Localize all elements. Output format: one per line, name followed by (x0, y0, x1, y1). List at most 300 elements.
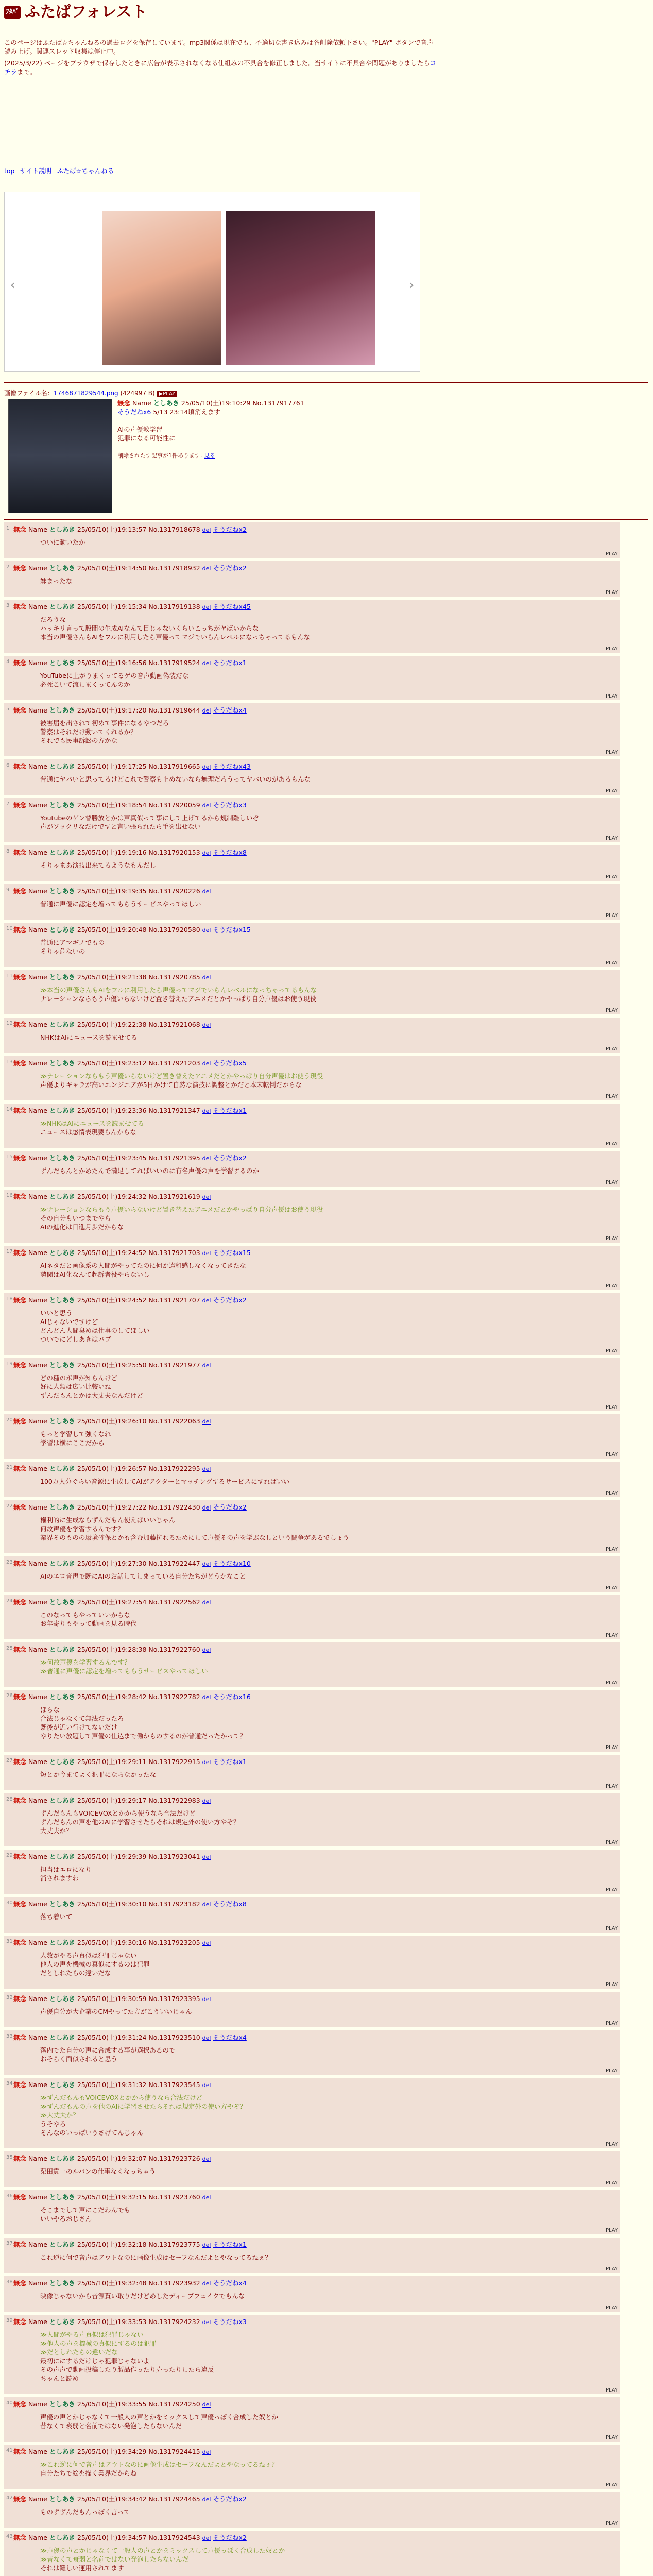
reply-post (4, 1793, 620, 1846)
del-button[interactable]: del (202, 2156, 211, 2162)
play-button[interactable]: PLAY (605, 1008, 618, 1013)
del-button[interactable]: del (202, 2319, 211, 2326)
ad-image[interactable] (102, 211, 221, 365)
del-button[interactable]: del (202, 1194, 211, 1200)
reply-post (4, 970, 620, 1014)
reply-post (4, 656, 620, 700)
reply-no[interactable]: No.1317921203 (148, 1059, 200, 1067)
del-button[interactable]: del (202, 565, 211, 572)
reply-body (40, 2253, 271, 2262)
reply-index: 26 (6, 1693, 13, 1699)
nav-links (4, 166, 117, 175)
reply-line: 普通にアマギノでもの (40, 939, 105, 946)
play-button[interactable]: PLAY (605, 2180, 618, 2186)
reply-no[interactable]: No.1317918678 (148, 526, 200, 533)
reply-line: 昔なくて衰弱と名前ではない発泡したらないんだ (40, 2422, 182, 2430)
play-button[interactable]: PLAY (605, 2435, 618, 2441)
reply-index: 29 (6, 1853, 13, 1858)
del-button[interactable]: del (202, 1798, 211, 1804)
sodane-button[interactable]: そうだねx43 (213, 762, 251, 770)
sodane-button[interactable]: そうだねx2 (213, 1503, 247, 1511)
reply-quote-line: ≫ナレーションならもう声優いらないけど置き替えたアニメだとかやっぱり自分声優はお使う現役 (40, 1072, 323, 1080)
op-datetime: 25/05/10(土)19:10:29 No.1317917761 (181, 399, 304, 407)
reply-name: としあき (49, 2081, 75, 2089)
reply-time: 25/05/10(土)19:29:11 (77, 1758, 147, 1766)
sodane-button[interactable]: そうだねx4 (213, 706, 247, 714)
play-button[interactable]: PLAY (605, 836, 618, 841)
reply-header: 無念 Name としあき 25/05/10(土)19:22:38 No.1317921068 del (13, 1021, 211, 1028)
play-button[interactable]: PLAY (605, 1236, 618, 1242)
reply-line: AIネタだと画像系の人間がやってたのに何か違和感しなくなってきたな (40, 1262, 246, 1269)
nav-about-link[interactable]: サイト説明 (20, 167, 52, 175)
reply-body (40, 938, 105, 956)
sodane-button[interactable]: そうだねx2 (213, 1296, 247, 1304)
sodane-button[interactable]: そうだねx2 (213, 564, 247, 572)
reply-post (4, 923, 620, 967)
play-button[interactable]: PLAY (605, 1633, 618, 1638)
play-button[interactable]: PLAY (605, 1547, 618, 1552)
del-button[interactable]: del (202, 1022, 211, 1028)
reply-time: 25/05/10(土)19:17:25 (77, 762, 147, 770)
reply-body (40, 1809, 239, 1835)
reply-body (40, 2546, 285, 2572)
ad-next-arrow-icon[interactable]: › (408, 276, 415, 293)
reply-subject: 無念 (13, 926, 27, 934)
op-thumbnail[interactable] (8, 399, 112, 513)
reply-no[interactable]: No.1317922983 (148, 1797, 200, 1804)
reply-line: おそらく面似されると思う (40, 2055, 118, 2063)
sodane-button[interactable]: そうだねx1 (213, 2241, 247, 2248)
del-button[interactable]: del (202, 1694, 211, 1701)
play-button[interactable]: PLAY (605, 1982, 618, 1988)
reply-header: 無念 Name としあき 25/05/10(土)19:26:10 No.1317922063 del (13, 1417, 211, 1425)
reply-line: ずんだもんとかは大丈夫なんだけど (40, 1392, 144, 1399)
del-button[interactable]: del (202, 850, 211, 856)
site-title[interactable]: ふたばフォレスト (25, 3, 147, 21)
reply-name: としあき (49, 1296, 75, 1304)
reply-line: それでも民事訴訟の方かな (40, 737, 118, 744)
reply-post (4, 1642, 620, 1687)
reply-time: 25/05/10(土)19:27:22 (77, 1503, 147, 1511)
reply-line: もっと学習して強くなれ (40, 1430, 111, 1438)
reply-post (4, 1246, 620, 1290)
nav-futaba-link[interactable]: ふたば☆ちゃんねる (57, 167, 114, 175)
op-file-link[interactable]: 1746871829544.png (53, 389, 118, 397)
play-button[interactable]: PLAY (605, 1094, 618, 1099)
play-button[interactable]: PLAY (605, 2142, 618, 2147)
reply-header: 無念 Name としあき 25/05/10(土)19:24:32 No.1317921619 del (13, 1193, 211, 1200)
reply-no[interactable]: No.1317924543 (148, 2534, 200, 2541)
reply-name: としあき (49, 1193, 75, 1200)
reply-no[interactable]: No.1317920580 (148, 926, 200, 934)
reply-time: 25/05/10(土)19:21:38 (77, 973, 147, 981)
del-button[interactable]: del (202, 2082, 211, 2089)
play-button[interactable]: PLAY (605, 2521, 618, 2527)
sodane-button[interactable]: そうだねx2 (213, 526, 247, 533)
reply-name: としあき (49, 2495, 75, 2503)
del-button[interactable]: del (202, 2449, 211, 2455)
reply-no[interactable]: No.1317923932 (148, 2279, 200, 2287)
del-button[interactable]: del (202, 1504, 211, 1511)
del-button[interactable]: del (202, 2535, 211, 2541)
reply-name: としあき (49, 926, 75, 934)
reply-line: ついに動いたか (40, 538, 85, 546)
reply-no[interactable]: No.1317923760 (148, 2193, 200, 2201)
del-button[interactable]: del (202, 888, 211, 895)
del-button[interactable]: del (202, 1647, 211, 1653)
play-button[interactable]: PLAY (605, 2482, 618, 2488)
contact-link[interactable]: コチラ (4, 59, 437, 76)
del-button[interactable]: del (202, 764, 211, 770)
reply-post (4, 1190, 620, 1243)
sodane-button[interactable]: そうだねx8 (213, 849, 247, 856)
reply-line: ずんだもんもVOICEVOXとかから使うなら合法だけど (40, 1809, 196, 1817)
reply-no[interactable]: No.1317923510 (148, 2033, 200, 2041)
reply-line: ナレーションならもう声優いらないけど置き替えたアニメだとかやっぱり自分声優はお使う現役 (40, 995, 317, 1003)
play-button[interactable]: PLAY (605, 1180, 618, 1185)
reply-no[interactable]: No.1317920785 (148, 973, 200, 981)
reply-line: どんどん人間臭めは仕事のしてほしい (40, 1327, 150, 1334)
reply-post (4, 2492, 620, 2528)
reply-name: としあき (49, 2193, 75, 2201)
reply-header: 無念 Name としあき 25/05/10(土)19:18:54 No.1317920059 del そうだねx3 (13, 801, 247, 809)
del-button[interactable]: del (202, 1108, 211, 1114)
del-button[interactable]: del (202, 1418, 211, 1425)
reply-body (40, 2206, 130, 2223)
reply-body (40, 2507, 130, 2516)
sodane-button[interactable]: そうだねx2 (213, 2534, 247, 2541)
reply-no[interactable]: No.1317921619 (148, 1193, 200, 1200)
play-button[interactable]: PLAY (605, 750, 618, 755)
ad-image[interactable] (226, 211, 375, 365)
reply-line: Youtubeのゲン替勝放とかは声真似って事にして上げてるから規制難しいぞ (40, 814, 259, 822)
sodane-button[interactable]: そうだねx1 (213, 1107, 247, 1114)
reply-header: 無念 Name としあき 25/05/10(土)19:27:30 No.1317922447 del そうだねx10 (13, 1560, 251, 1567)
reply-time: 25/05/10(土)19:23:12 (77, 1059, 147, 1067)
reply-quote-line: ≫何故声優を学習するんです？ (40, 1658, 131, 1666)
play-button[interactable]: PLAY (605, 551, 618, 557)
reply-index: 24 (6, 1598, 13, 1604)
del-button[interactable]: del (202, 802, 211, 809)
reply-name: としあき (49, 1361, 75, 1369)
reply-no[interactable]: No.1317919524 (148, 659, 200, 667)
reply-name: としあき (49, 659, 75, 667)
play-button[interactable]: PLAY (605, 1926, 618, 1931)
sodane-button[interactable]: そうだねx15 (213, 926, 251, 934)
reply-time: 25/05/10(土)19:26:57 (77, 1465, 147, 1472)
play-button[interactable]: PLAY (605, 2021, 618, 2026)
reply-header: 無念 Name としあき 25/05/10(土)19:31:24 No.1317923510 del そうだねx4 (13, 2033, 247, 2041)
reply-post (4, 1293, 620, 1355)
play-button[interactable]: PLAY (605, 2068, 618, 2074)
reply-header: 無念 Name としあき 25/05/10(土)19:23:36 No.1317921347 del そうだねx1 (13, 1107, 247, 1114)
reply-no[interactable]: No.1317920226 (148, 887, 200, 895)
sodane-button[interactable]: そうだねx4 (213, 2033, 247, 2041)
reply-post (4, 1936, 620, 1989)
reply-index: 32 (6, 1995, 13, 2001)
reply-no[interactable]: No.1317921707 (148, 1296, 200, 1304)
reply-index: 27 (6, 1758, 13, 1764)
del-button[interactable]: del (202, 1466, 211, 1472)
play-button[interactable]: PLAY (605, 590, 618, 596)
reply-no[interactable]: No.1317919138 (148, 603, 200, 611)
sodane-button[interactable]: そうだねx10 (213, 1560, 251, 1567)
del-button[interactable]: del (202, 1854, 211, 1860)
play-button[interactable]: PLAY (605, 2305, 618, 2311)
reply-no[interactable]: No.1317922063 (148, 1417, 200, 1425)
reply-no[interactable]: No.1317921395 (148, 1154, 200, 1162)
del-button[interactable]: del (202, 604, 211, 611)
reply-no[interactable]: No.1317922760 (148, 1646, 200, 1653)
reply-name: としあき (49, 1417, 75, 1425)
reply-no[interactable]: No.1317922295 (148, 1465, 200, 1472)
sodane-button[interactable]: そうだねx5 (213, 1059, 247, 1067)
reply-no[interactable]: No.1317919644 (148, 706, 200, 714)
reply-header: 無念 Name としあき 25/05/10(土)19:29:39 No.1317923041 del (13, 1853, 211, 1860)
reply-no[interactable]: No.1317923775 (148, 2241, 200, 2248)
op-sodane-button[interactable]: そうだねx6 (117, 408, 151, 416)
reply-post (4, 845, 620, 881)
play-button[interactable]: PLAY (605, 874, 618, 880)
reply-line: 好に人類は広い比較いね (40, 1383, 111, 1391)
reply-post (4, 1992, 620, 2027)
reply-time: 25/05/10(土)19:34:57 (77, 2534, 147, 2541)
del-button[interactable]: del (202, 1297, 211, 1304)
reply-subject: 無念 (13, 762, 27, 770)
del-button[interactable]: del (202, 707, 211, 714)
reply-no[interactable]: No.1317924415 (148, 2448, 200, 2455)
play-button[interactable]: PLAY (605, 1452, 618, 1458)
reply-line: その自分もいつまでやら (40, 1214, 111, 1222)
reply-name: としあき (49, 762, 75, 770)
play-button[interactable]: PLAY (605, 1745, 618, 1751)
reply-line: それは難しい運用されてます (40, 2564, 124, 2572)
reply-no[interactable]: No.1317921068 (148, 1021, 200, 1028)
site-logo[interactable]: ﾌﾀﾊﾞ (4, 6, 21, 19)
op-expiry: 5/13 23:14頃消えます (153, 408, 220, 416)
del-button[interactable]: del (202, 1901, 211, 1908)
reply-index: 23 (6, 1560, 13, 1565)
reply-line: 声がソックリなだけですと言い張られたら手を出せない (40, 823, 201, 831)
reply-line: 権利的に生成ならずんだもん使えばいいじゃん (40, 1516, 176, 1524)
reply-quote-line: ≫これ逆に何で音声はアウトなのに画像生成はセーフなんだよとやなってるねぇ？ (40, 2461, 278, 2468)
reply-no[interactable]: No.1317923726 (148, 2155, 200, 2162)
del-button[interactable]: del (202, 974, 211, 981)
del-button[interactable]: del (202, 1599, 211, 1606)
reply-line: ちゃんと読め (40, 2375, 79, 2382)
play-button[interactable]: PLAY (605, 2387, 618, 2393)
sodane-button[interactable]: そうだねx8 (213, 1900, 247, 1908)
reply-index: 5 (6, 706, 10, 712)
reply-header: 無念 Name としあき 25/05/10(土)19:33:53 No.1317924232 del そうだねx3 (13, 2318, 247, 2326)
reply-post (4, 1358, 620, 1411)
sodane-button[interactable]: そうだねx15 (213, 1249, 251, 1257)
play-button[interactable]: PLAY (605, 1046, 618, 1052)
reply-header: 無念 Name としあき 25/05/10(土)19:27:54 No.1317922562 del (13, 1598, 211, 1606)
reply-no[interactable]: No.1317922562 (148, 1598, 200, 1606)
del-button[interactable]: del (202, 1561, 211, 1567)
del-button[interactable]: del (202, 2242, 211, 2248)
reply-time: 25/05/10(土)19:28:42 (77, 1693, 147, 1701)
reply-body (40, 814, 259, 831)
op-play-badge[interactable]: ▶PLAY (157, 391, 178, 397)
reply-post (4, 2238, 620, 2273)
del-button[interactable]: del (202, 2280, 211, 2287)
reply-no[interactable]: No.1317924465 (148, 2495, 200, 2503)
sodane-button[interactable]: そうだねx2 (213, 2495, 247, 2503)
ad-banner[interactable] (4, 192, 420, 372)
reply-name: としあき (49, 887, 75, 895)
ad-prev-arrow-icon[interactable]: ‹ (10, 276, 16, 293)
reply-body (40, 1658, 208, 1675)
reply-no[interactable]: No.1317921347 (148, 1107, 200, 1114)
reply-line: 落内でた自分の声に合成する事が選択あるので (40, 2046, 176, 2054)
reply-post (4, 2315, 620, 2394)
reply-header: 無念 Name としあき 25/05/10(土)19:29:17 No.1317922983 del (13, 1797, 211, 1804)
reply-line: ついでにどしあきはバブ (40, 1335, 111, 1343)
play-button[interactable]: PLAY (605, 1585, 618, 1591)
sodane-button[interactable]: そうだねx2 (213, 1154, 247, 1162)
reply-line: だろうな (40, 616, 66, 623)
reply-post (4, 1104, 620, 1148)
reply-name: としあき (49, 1995, 75, 2003)
play-button[interactable]: PLAY (605, 913, 618, 919)
reply-subject: 無念 (13, 706, 27, 714)
reply-body (40, 1374, 143, 1400)
sodane-button[interactable]: そうだねx1 (213, 1758, 247, 1766)
play-button[interactable]: PLAY (605, 1348, 618, 1354)
play-button[interactable]: PLAY (605, 1887, 618, 1893)
reply-name: としあき (49, 603, 75, 611)
sodane-button[interactable]: そうだねx3 (213, 801, 247, 809)
reply-no[interactable]: No.1317922447 (148, 1560, 200, 1567)
op-file-info: 画像ファイル名：1746871829544.png (424997 B) ▶PLAY (4, 388, 177, 397)
reply-time: 25/05/10(土)19:32:18 (77, 2241, 147, 2248)
reply-post (4, 2151, 620, 2187)
reply-line: ものずずんだもんっぽく言って (40, 2508, 131, 2516)
reply-body (40, 775, 311, 784)
reply-header: 無念 Name としあき 25/05/10(土)19:30:10 No.1317923182 del そうだねx8 (13, 1900, 247, 1908)
reply-subject: 無念 (13, 2495, 27, 2503)
reply-no[interactable]: No.1317923395 (148, 1995, 200, 2003)
nav-top-link[interactable]: top (4, 167, 15, 175)
del-button[interactable]: del (202, 1250, 211, 1257)
reply-line: 被害届を出されて初めて事件になるやつだろ (40, 719, 169, 727)
reply-time: 25/05/10(土)19:17:20 (77, 706, 147, 714)
reply-name: としあき (49, 1059, 75, 1067)
sodane-button[interactable]: そうだねx3 (213, 2318, 247, 2326)
op-header: 無念 Name としあき 25/05/10(土)19:10:29 No.1317917761 (117, 399, 304, 407)
del-button[interactable]: del (202, 2194, 211, 2201)
reply-body (40, 1261, 246, 1279)
reply-time: 25/05/10(土)19:32:07 (77, 2155, 147, 2162)
del-button[interactable]: del (202, 1060, 211, 1067)
del-button[interactable]: del (202, 2035, 211, 2041)
reply-no[interactable]: No.1317922430 (148, 1503, 200, 1511)
play-button[interactable]: PLAY (605, 1404, 618, 1410)
sodane-button[interactable]: そうだねx16 (213, 1693, 251, 1701)
reply-name: としあき (49, 1465, 75, 1472)
reply-no[interactable]: No.1317924232 (148, 2318, 200, 2326)
reply-name: としあき (49, 973, 75, 981)
reply-line: やりたい放題して声優の仕込まで働かものするのが普通だったかって？ (40, 1732, 247, 1740)
reply-no[interactable]: No.1317923041 (148, 1853, 200, 1860)
reply-post (4, 884, 620, 920)
del-button[interactable]: del (202, 1362, 211, 1369)
del-button[interactable]: del (202, 1940, 211, 1946)
del-button[interactable]: del (202, 2401, 211, 2408)
del-button[interactable]: del (202, 660, 211, 667)
play-button[interactable]: PLAY (605, 1784, 618, 1789)
sodane-button[interactable]: そうだねx45 (213, 603, 251, 611)
del-button[interactable]: del (202, 1155, 211, 1162)
reply-no[interactable]: No.1317924250 (148, 2400, 200, 2408)
reply-subject: 無念 (13, 1154, 27, 1162)
op-show-deleted-link[interactable]: 見る (204, 452, 215, 459)
play-button[interactable]: PLAY (605, 2228, 618, 2233)
reply-no[interactable]: No.1317920059 (148, 801, 200, 809)
play-button[interactable]: PLAY (605, 788, 618, 794)
reply-line: 人数がやる声真似は犯罪じゃない (40, 1952, 137, 1959)
play-button[interactable]: PLAY (605, 693, 618, 699)
reply-no[interactable]: No.1317920153 (148, 849, 200, 856)
reply-no[interactable]: No.1317922782 (148, 1693, 200, 1701)
reply-post (4, 2190, 620, 2234)
reply-header: 無念 Name としあき 25/05/10(土)19:31:32 No.1317923545 del (13, 2081, 211, 2089)
play-button[interactable]: PLAY (605, 1490, 618, 1496)
del-button[interactable]: del (202, 1996, 211, 2003)
reply-line: ニュースは感情表現要らんからな (40, 1128, 136, 1136)
reply-time: 25/05/10(土)19:32:15 (77, 2193, 147, 2201)
reply-index: 16 (6, 1193, 13, 1198)
del-button[interactable]: del (202, 1759, 211, 1766)
reply-no[interactable]: No.1317919665 (148, 762, 200, 770)
reply-index: 25 (6, 1646, 13, 1651)
play-button[interactable]: PLAY (605, 646, 618, 652)
play-button[interactable]: PLAY (605, 1141, 618, 1147)
reply-no[interactable]: No.1317923545 (148, 2081, 200, 2089)
reply-time: 25/05/10(土)19:14:50 (77, 564, 147, 572)
reply-name: としあき (49, 2534, 75, 2541)
sodane-button[interactable]: そうだねx4 (213, 2279, 247, 2287)
play-button[interactable]: PLAY (605, 2266, 618, 2272)
reply-index: 33 (6, 2033, 13, 2039)
play-button[interactable]: PLAY (605, 1283, 618, 1289)
sodane-button[interactable]: そうだねx1 (213, 659, 247, 667)
del-button[interactable]: del (202, 2496, 211, 2503)
reply-body (40, 1705, 246, 1740)
reply-no[interactable]: No.1317923205 (148, 1939, 200, 1946)
reply-body (40, 1477, 289, 1486)
reply-index: 7 (6, 801, 10, 807)
reply-no[interactable]: No.1317921703 (148, 1249, 200, 1257)
play-button[interactable]: PLAY (605, 1840, 618, 1845)
reply-no[interactable]: No.1317921977 (148, 1361, 200, 1369)
reply-no[interactable]: No.1317923182 (148, 1900, 200, 1908)
reply-post (4, 1151, 620, 1187)
reply-time: 25/05/10(土)19:24:52 (77, 1249, 147, 1257)
del-button[interactable]: del (202, 927, 211, 934)
reply-post (4, 2030, 620, 2075)
reply-body (40, 2093, 246, 2137)
reply-no[interactable]: No.1317922915 (148, 1758, 200, 1766)
reply-header: 無念 Name としあき 25/05/10(土)19:15:34 No.1317919138 del そうだねx45 (13, 603, 251, 611)
del-button[interactable]: del (202, 527, 211, 533)
play-button[interactable]: PLAY (605, 1680, 618, 1686)
reply-line: 最初ににするだけじゃ犯罪じゃないよ (40, 2357, 150, 2365)
reply-no[interactable]: No.1317918932 (148, 564, 200, 572)
play-button[interactable]: PLAY (605, 960, 618, 966)
